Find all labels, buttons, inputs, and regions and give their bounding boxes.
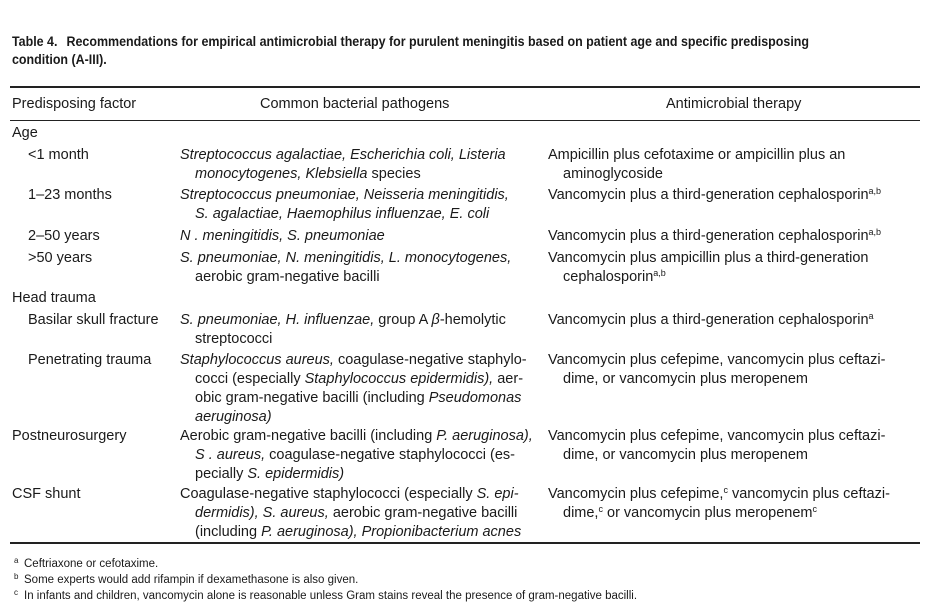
therapy-lt-1-month: Ampicillin plus cefotaxime or ampicillin plus an aminoglycoside <box>548 147 846 182</box>
therapy-over-50-years: Vancomycin plus ampicillin plus a third-generation cephalosporin$^{a,b}$ <box>548 250 869 285</box>
footnote-a: a Ceftriaxone or cefotaxime. <box>14 556 159 570</box>
footnote-b: b Some experts would add rifampin if dexamethasone is also given. <box>14 572 359 586</box>
factor-basilar-skull-fracture: Basilar skull fracture <box>28 312 159 328</box>
pathogens-2-50-years: N . meningitidis, S. pneumoniae <box>180 228 385 244</box>
pathogens-csf-shunt: Coagulase-negative staphylococci (especially S. epi- dermidis), S. aureus, aerobic gram-negative bacilli (including P. aeruginosa), Propionibacterium acnes <box>180 486 522 540</box>
pathogens-postneurosurgery: Aerobic gram-negative bacilli (including P. aeruginosa), S . aureus, coagulase-negative staphylococci (es- pecially S. epidermidis) <box>180 428 533 482</box>
factor-csf-shunt: CSF shunt <box>12 486 81 502</box>
factor-over-50-years: >50 years <box>28 250 93 266</box>
header-rule <box>10 120 920 121</box>
group-label-age: Age <box>12 125 38 141</box>
pathogens-over-50-years: S. pneumoniae, N. meningitidis, L. monocytogenes, aerobic gram-negative bacilli <box>180 250 512 285</box>
table-number: Table 4. <box>12 34 58 49</box>
factor-1-23-months: 1–23 months <box>28 187 112 203</box>
table-caption <box>12 33 860 69</box>
factor-2-50-years: 2–50 years <box>28 228 100 244</box>
factor-lt-1-month: <1 month <box>28 147 89 163</box>
top-rule <box>10 86 920 88</box>
therapy-csf-shunt: Vancomycin plus cefepime,$^c$ vancomycin plus ceftazi- dime,$^c$ or vancomycin plus meropenem$^c$ <box>548 485 890 521</box>
therapy-basilar-skull-fracture: Vancomycin plus a third-generation cephalosporin$^a$ <box>548 311 874 328</box>
group-label-head-trauma: Head trauma <box>12 290 96 306</box>
pathogens-lt-1-month: Streptococcus agalactiae, Escherichia coli, Listeria monocytogenes, Klebsiella species <box>180 147 506 182</box>
pathogens-basilar-skull-fracture: S. pneumoniae, H. influenzae, group A β-hemolytic streptococci <box>180 312 506 347</box>
factor-penetrating-trauma: Penetrating trauma <box>28 352 152 368</box>
header-predisposing-factor: Predisposing factor <box>12 96 137 112</box>
factor-postneurosurgery: Postneurosurgery <box>12 428 127 444</box>
therapy-penetrating-trauma: Vancomycin plus cefepime, vancomycin plus ceftazi- dime, or vancomycin plus meropenem <box>548 352 886 387</box>
bottom-rule <box>10 542 920 544</box>
header-common-pathogens: Common bacterial pathogens <box>260 96 450 112</box>
pathogens-1-23-months: Streptococcus pneumoniae, Neisseria meningitidis, S. agalactiae, Haemophilus influenzae, E. coli <box>180 187 509 222</box>
footnote-c: c In infants and children, vancomycin alone is reasonable unless Gram stains reveal the presence of gram-negative bacilli. <box>14 588 638 602</box>
therapy-postneurosurgery: Vancomycin plus cefepime, vancomycin plus ceftazi- dime, or vancomycin plus meropenem <box>548 428 886 463</box>
table-title: Recommendations for empirical antimicrobial therapy for purulent meningitis based on patient age and specific predisposing condition (A-III). <box>12 34 810 67</box>
pathogens-penetrating-trauma: Staphylococcus aureus, coagulase-negative staphylo- cocci (especially Staphylococcus epidermidis), aer- obic gram-negative bacilli (including Pseudomonas aeruginosa) <box>180 352 527 425</box>
therapy-1-23-months: Vancomycin plus a third-generation cephalosporin$^{a,b}$ <box>548 186 882 203</box>
therapy-2-50-years: Vancomycin plus a third-generation cephalosporin$^{a,b}$ <box>548 227 882 244</box>
header-antimicrobial-therapy: Antimicrobial therapy <box>666 96 802 112</box>
